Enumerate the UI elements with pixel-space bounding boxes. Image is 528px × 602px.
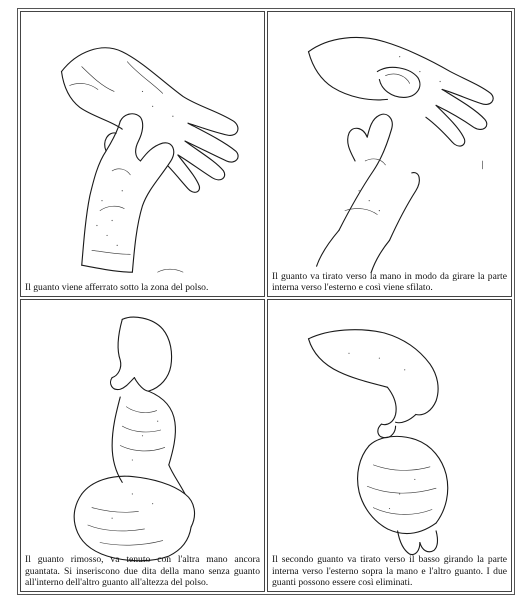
step-1-panel (20, 11, 265, 297)
removed-glove-held-in-gloved-hand-icon (21, 300, 264, 591)
glove-pulled-toward-hand-inside-out-icon (268, 12, 511, 296)
steps-grid (20, 11, 512, 592)
instruction-sheet (17, 8, 515, 595)
step-1-caption: Il guanto viene afferrato sotto la zona del polso. (25, 281, 209, 293)
step-4-caption: Il secondo guanto va tirato verso il basso girando la parte interna verso l'esterno sopra la mano e l'altro guanto. I due guanti possono essere così eliminati. (272, 554, 507, 588)
hand-grasping-glove-below-wrist-icon (21, 12, 264, 296)
step-3-caption: Il guanto rimosso, va tenuto con l'altra mano ancora guantata. Si inseriscono due dita della mano senza guanto all'interno dell'altro guanto all'altezza del polso. (25, 554, 260, 588)
step-2-caption: Il guanto va tirato verso la mano in modo da girare la parte interna verso l'esterno e così viene sfilato. (272, 270, 507, 293)
second-glove-pulled-down-over-first-icon (268, 300, 511, 591)
step-4-panel (267, 299, 512, 592)
step-2-panel (267, 11, 512, 297)
step-3-panel (20, 299, 265, 592)
